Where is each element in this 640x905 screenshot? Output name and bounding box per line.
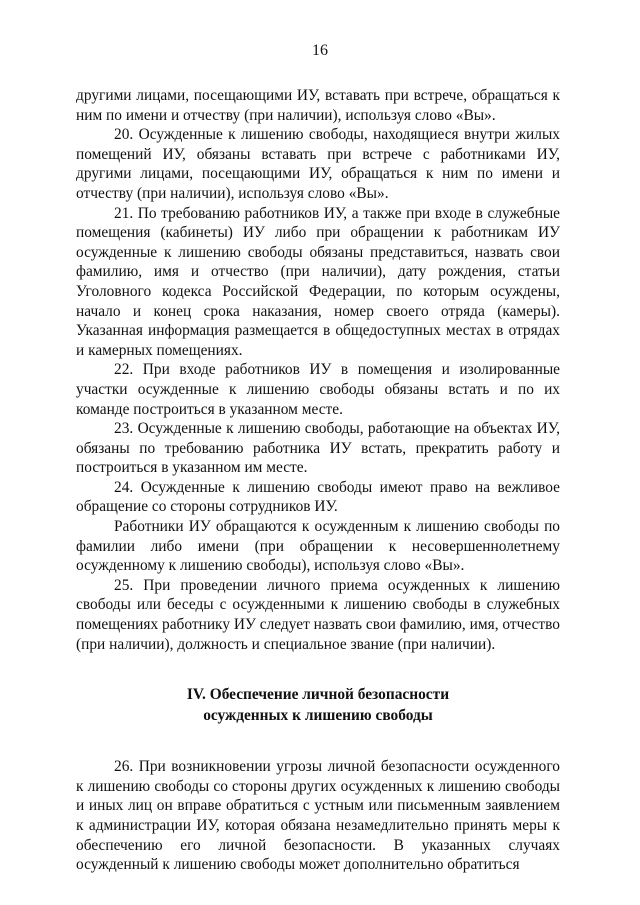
- page-number: 16: [312, 42, 328, 59]
- paragraph-23: 23. Осужденные к лишению свободы, работающие на объектах ИУ, обязаны по требованию работника ИУ встать, прекратить работу и построиться в указанном им месте.: [76, 420, 560, 477]
- section-heading-line-1: IV. Обеспечение личной безопасности: [186, 686, 450, 704]
- paragraph-24-continued: Работники ИУ обращаются к осужденным к лишению свободы по фамилии либо имени (при обращении к несовершеннолетнему осужденному к лишению свободы), используя слово «Вы».: [76, 518, 560, 575]
- section-heading: [76, 684, 560, 726]
- paragraph-26: 26. При возникновении угрозы личной безопасности осужденного к лишению свободы со стороны других осужденных к лишению свободы и иных лиц он вправе обратиться с устным или письменным заявлением к администрации ИУ, которая обязана незамедлительно принять меры к обеспечению его личной безопасности. В указанных случаях осужденный к лишению свободы может дополнительно обратиться: [76, 758, 560, 874]
- paragraph-21: 21. По требованию работников ИУ, а также при входе в служебные помещения (кабинеты) ИУ либо при обращении к работникам ИУ осужденные к лишению свободы обязаны представиться, назвать свои фамилию, имя и отчество (при наличии), дату рождения, статьи Уголовного кодекса Российской Федерации, по которым осуждены, начало и конец срока наказания, номер своего отряда (камеры). Указанная информация размещается в общедоступных местах в отрядах и камерных помещениях.: [76, 204, 560, 359]
- document-body: [76, 86, 560, 875]
- paragraph-20: 20. Осужденные к лишению свободы, находящиеся внутри жилых помещений ИУ, обязаны вставать при встрече с работниками ИУ, другими лицами, посещающими ИУ, обращаться к ним по имени и отчеству (при наличии), используя слово «Вы».: [76, 126, 560, 202]
- paragraph-22: 22. При входе работников ИУ в помещения и изолированные участки осужденные к лишению свободы обязаны встать и по их команде построиться в указанном месте.: [76, 361, 560, 418]
- paragraph-24: 24. Осужденные к лишению свободы имеют право на вежливое обращение со стороны сотрудников ИУ.: [76, 478, 560, 516]
- paragraph-continuation: другими лицами, посещающими ИУ, вставать при встрече, обращаться к ним по имени и отчеству (при наличии), используя слово «Вы».: [76, 87, 560, 124]
- section-heading-line-2: осужденных к лишению свободы: [203, 707, 433, 725]
- paragraph-25: 25. При проведении личного приема осужденных к лишению свободы или беседы с осужденными к лишению свободы в служебных помещениях работнику ИУ следует назвать свои фамилию, имя, отчество (при наличии), должность и специальное звание (при наличии).: [76, 576, 560, 653]
